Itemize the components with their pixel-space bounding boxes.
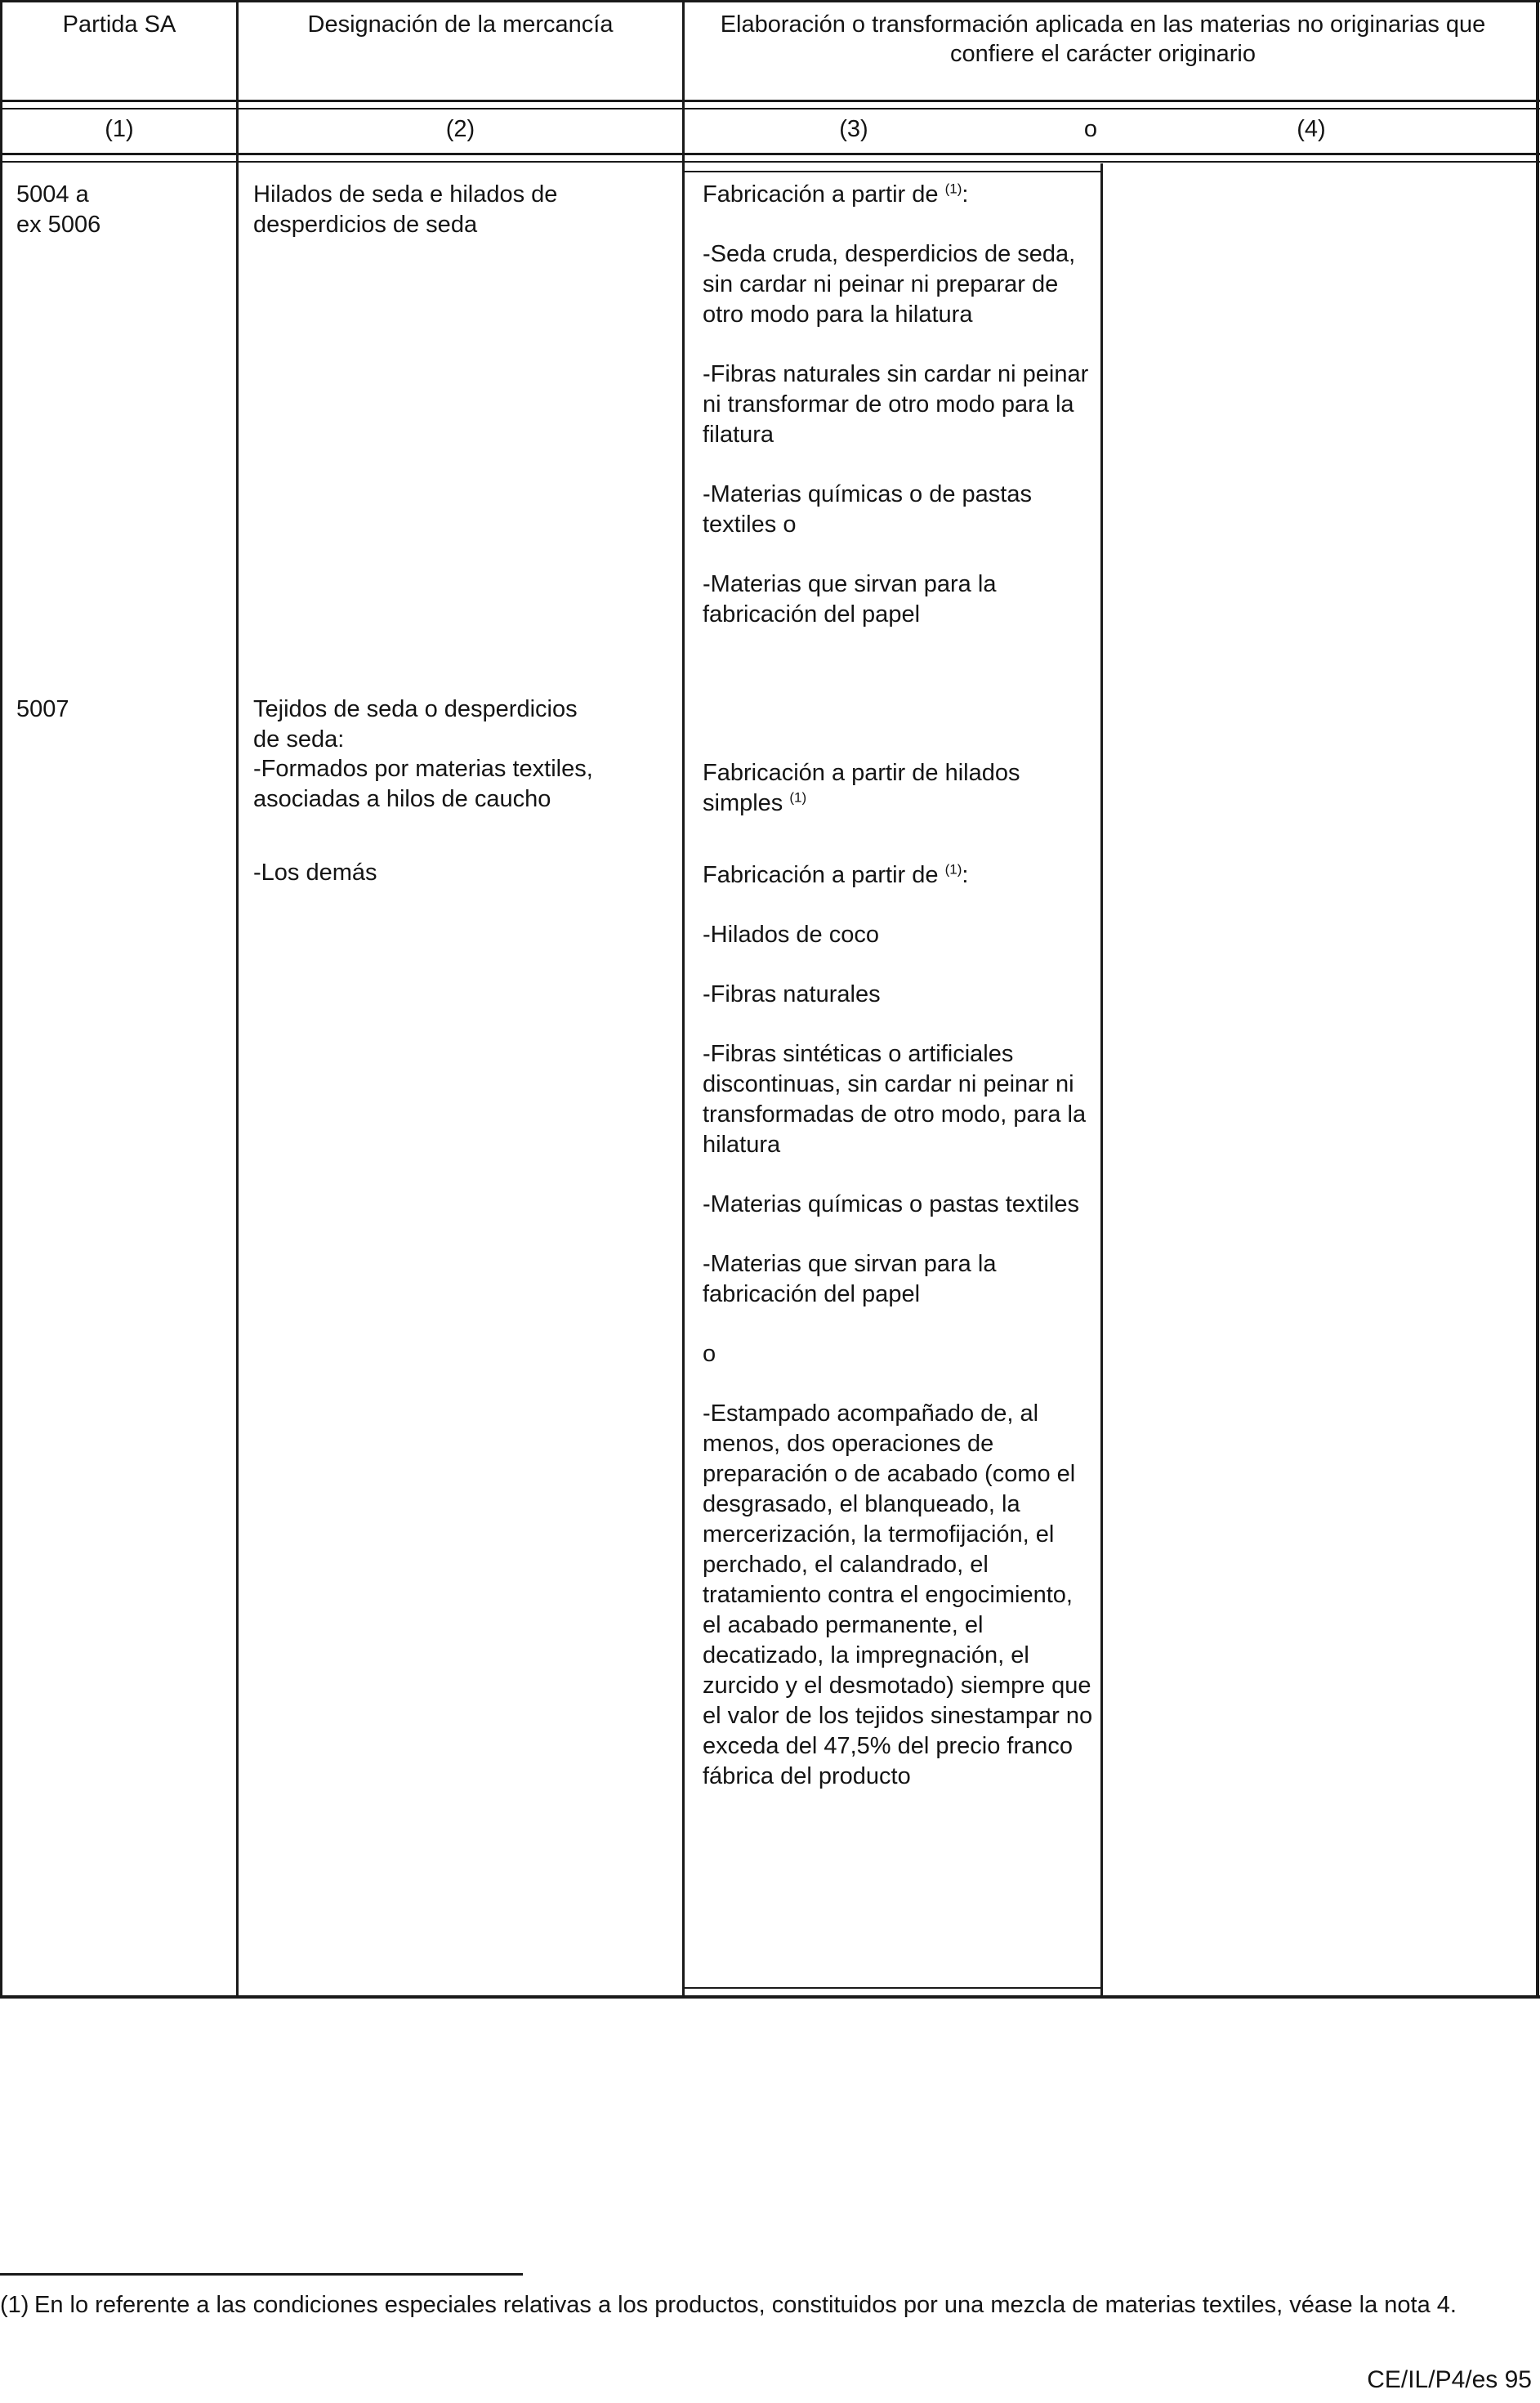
row1-elab-intro: Fabricación a partir de $^{(1)}$: <box>703 181 969 208</box>
row1-elab-item: -Seda cruda, desperdicios de seda, sin cardar ni peinar ni preparar de otro modo para la hilatura <box>703 241 1076 328</box>
table-border-top <box>0 0 1540 2</box>
row2-designation-1: -Formados por materias textiles, asociadas a hilos de caucho <box>253 756 600 812</box>
footnote-ref: (1) <box>944 181 962 197</box>
numbering-divider-1 <box>0 153 1540 155</box>
col-divider-1 <box>236 0 239 1998</box>
row2-elab-item: -Materias químicas o pastas textiles <box>703 1191 1079 1217</box>
footnote-ref: (1) <box>944 861 962 878</box>
row1-elaboration <box>703 180 1095 659</box>
row2-elab-item: -Hilados de coco <box>703 922 879 948</box>
header-elaboracion: Elaboración o transformación aplicada en las materias no originarias que confiere el carácter originario <box>720 11 1493 67</box>
row1-elab-item: -Materias que sirvan para la fabricación del papel <box>703 571 997 628</box>
row2-elaboration <box>703 860 1095 1821</box>
row2-designation-0: Tejidos de seda o desperdicios de seda: <box>253 696 584 753</box>
footnote-marker: (1) <box>0 2292 29 2318</box>
number-col2: (2) <box>445 116 475 142</box>
header-divider-2 <box>0 108 1540 109</box>
row2-elab-item: -Fibras naturales <box>703 981 881 1007</box>
header-divider-1 <box>0 100 1540 102</box>
col-divider-3 <box>1100 163 1103 1998</box>
row2-designation-2: -Los demás <box>253 860 377 886</box>
number-col4: (4) <box>1297 116 1326 142</box>
table-border-right <box>1536 0 1539 1998</box>
table-border-left <box>0 0 2 1998</box>
row1-elab-item: -Fibras naturales sin cardar ni peinar ni transformar de otro modo para la filatura <box>703 361 1089 448</box>
row1-elab-item: -Materias químicas o de pastas textiles o <box>703 481 1032 538</box>
row1-designation: Hilados de seda e hilados de desperdicios de seda <box>253 181 565 238</box>
number-col3: (3) <box>839 116 868 142</box>
numbering-divider-2 <box>0 161 1540 163</box>
col-divider-2 <box>682 0 685 1998</box>
header-partida: Partida SA <box>62 11 176 38</box>
row2-code: 5007 <box>16 696 69 722</box>
number-col1: (1) <box>105 116 134 142</box>
row2-elab-item: -Materias que sirvan para la fabricación del papel <box>703 1251 997 1307</box>
row2-elab-first: Fabricación a partir de hilados simples $^{(1)}$ <box>703 760 1020 816</box>
footnote-ref: (1) <box>789 789 807 806</box>
footnote <box>0 2289 1536 2320</box>
number-or: o <box>1083 116 1098 142</box>
header-designacion: Designación de la mercancía <box>307 11 614 38</box>
col3-inner-top <box>685 171 1101 172</box>
footnote-text: En lo referente a las condiciones especiales relativas a los productos, constituidos por una mezcla de materias textiles, véase la nota 4. <box>34 2292 1457 2318</box>
row1-code: 5004 a ex 5006 <box>16 181 101 238</box>
row2-elab-item: -Fibras sintéticas o artificiales discontinuas, sin cardar ni peinar ni transformadas de otro modo, para la hilatura <box>703 1041 1087 1158</box>
table-border-bottom <box>0 1995 1540 1999</box>
row2-elab-item: -Estampado acompañado de, al menos, dos operaciones de preparación o de acabado (como el desgrasado, el blanqueado, la mercerización, la termofijación, el perchado, el calandrado, el tratamiento contra el engocimiento, el acabado permanente, el decatizado, la impregnación, el zurcido y el desmotado) siempre que el valor de los tejidos sinestampar no exceda del 47,5% del precio franco fábrica del producto <box>703 1400 1093 1789</box>
page-reference: CE/IL/P4/es 95 <box>1367 2366 1532 2393</box>
col3-inner-bottom <box>685 1987 1101 1989</box>
row2-elab-or: o <box>703 1341 716 1367</box>
row2-elab-intro: Fabricación a partir de $^{(1)}$: <box>703 861 969 888</box>
footnote-rule <box>0 2273 523 2276</box>
